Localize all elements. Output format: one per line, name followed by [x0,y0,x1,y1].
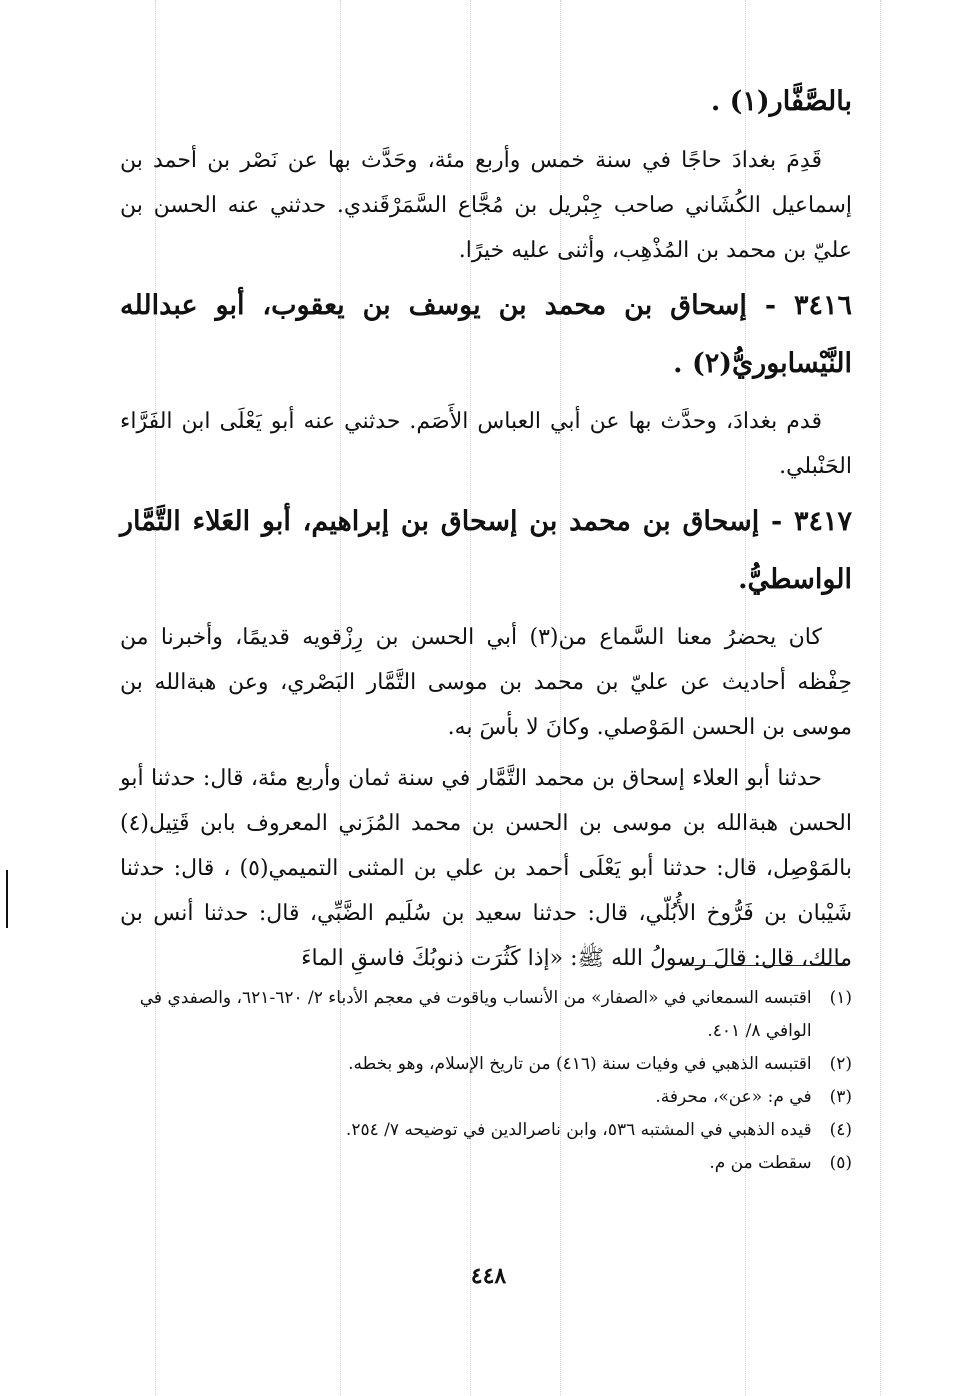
footnote-number: (٥) [829,1153,852,1173]
paragraph-3: كان يحضرُ معنا السَّماع من(٣) أبي الحسن بن رِزْقويه قديمًا، وأخبرنا من حِفْظه أحاديث عن عليّ بن محمد بن موسى التَّمَّار البَصْري، وعن هبةالله بن موسى بن الحسن المَوْصلي. وكانَ لا بأسَ به. [120,625,852,740]
footnote-number: (٢) [829,1054,852,1074]
footnote-text: اقتبسه السمعاني في «الصفار» من الأنساب وياقوت في معجم الأدباء ٢/ ٦٢٠-٦٢١، والصفدي في الوافي ٨/ ٤٠١. [139,988,812,1041]
footnote-4 [120,1114,852,1147]
footnote-text: في م: «عن»، محرفة. [655,1087,812,1107]
entry-3417: ٣٤١٧ - إسحاق بن محمد بن إسحاق بن إبراهيم، أبو العَلاء التَّمَّار الواسطيُّ. [120,506,852,595]
scan-guide-line [880,0,881,1396]
main-text [120,72,852,981]
footnote-number: (٤) [829,1120,852,1140]
footnote-text: سقطت من م. [709,1153,812,1173]
footnote-5 [120,1147,852,1180]
footnotes [120,982,852,1180]
footnote-number: (١) [829,988,852,1008]
margin-mark [6,870,8,928]
footnote-3 [120,1081,852,1114]
paragraph-4: حدثنا أبو العلاء إسحاق بن محمد التَّمَّار في سنة ثمان وأربع مئة، قال: حدثنا أبو الحسن هبةالله بن موسى بن الحسن بن محمد المُزَني المعروف بابن قَتِيل(٤) بالمَوْصِل، قال: حدثنا أبو يَعْلَى أحمد بن علي بن المثنى التميمي(٥) ، قال: حدثنا شَيْبان بن فَرُّوخ الأُبُلّي، قال: حدثنا سعيد بن سُلَيم الضَّبِّي، قال: حدثنا أنس بن مالك، قال: قالَ رسولُ الله ﷺ: «إذا كَثُرَت ذنوبُكَ فاسقِ الماءَ [120,766,853,971]
heading-line: بالصَّفَّار(١) . [710,86,852,117]
entry-3416: ٣٤١٦ - إسحاق بن محمد بن يوسف بن يعقوب، أبو عبدالله النَّيْسابوريُّ(٢) . [120,290,852,379]
page-number: ٤٤٨ [470,1263,507,1289]
paragraph-1: قَدِمَ بغدادَ حاجًا في سنة خمس وأربع مئة، وحَدَّث بها عن نَصْر بن أحمد بن إسماعيل الكُشَاني صاحب جِبْريل بن مُجَّاع السَّمَرْقَندي. حدثني عنه الحسن بن عليّ بن محمد بن المُذْهِب، وأثنى عليه خيرًا. [120,148,852,263]
paragraph-2: قدم بغدادَ، وحدَّث بها عن أبي العباس الأَصَم. حدثني عنه أبو يَعْلَى ابن الفَرَّاء الحَنْبلي. [120,409,852,479]
footnote-text: اقتبسه الذهبي في وفيات سنة (٤١٦) من تاريخ الإسلام، وهو بخطه. [348,1054,812,1074]
footnote-separator [682,965,848,966]
footnote-2 [120,1048,852,1081]
footnote-number: (٣) [829,1087,852,1107]
footnote-1 [120,982,852,1048]
footnote-text: قيده الذهبي في المشتبه ٥٣٦، وابن ناصرالدين في توضيحه ٧/ ٢٥٤. [345,1120,812,1140]
